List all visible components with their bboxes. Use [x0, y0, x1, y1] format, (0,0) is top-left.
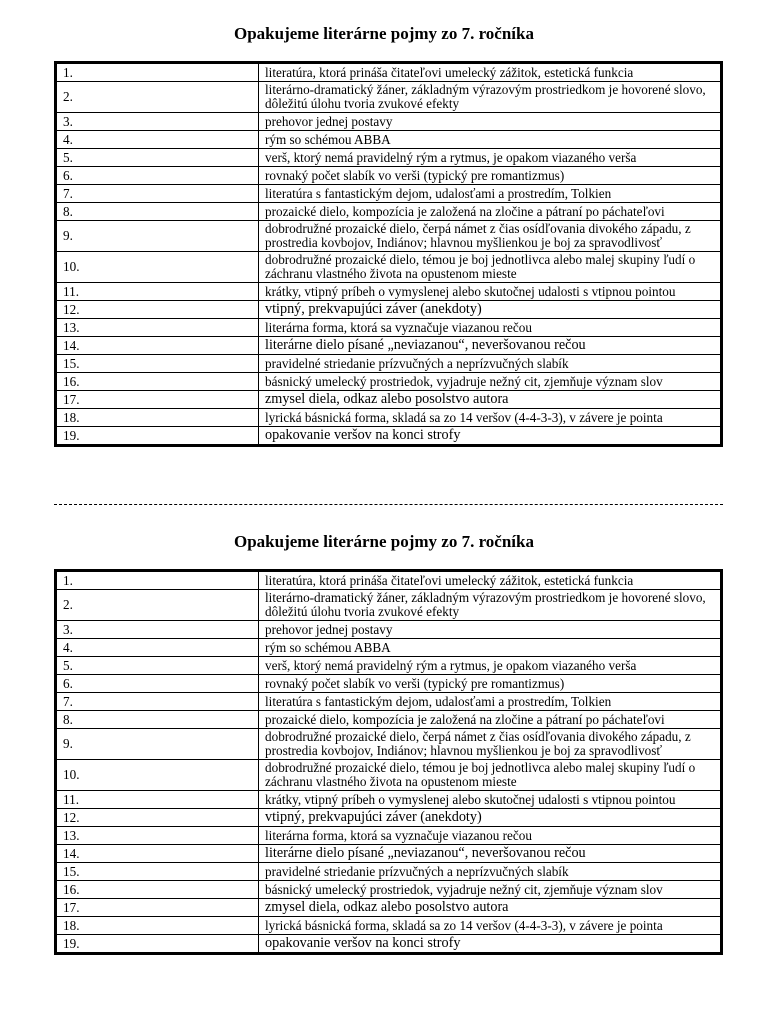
row-number: 1. [56, 63, 259, 82]
row-number: 13. [56, 319, 259, 337]
table-row [56, 221, 722, 252]
row-definition: pravidelné striedanie prízvučných a neprízvučných slabík [259, 863, 722, 881]
row-definition: literatúra s fantastickým dejom, udalosťami a prostredím, Tolkien [259, 185, 722, 203]
row-number: 16. [56, 881, 259, 899]
table-row [56, 409, 722, 427]
row-definition: literatúra s fantastickým dejom, udalosťami a prostredím, Tolkien [259, 693, 722, 711]
row-definition: krátky, vtipný príbeh o vymyslenej alebo skutočnej udalosti s vtipnou pointou [259, 791, 722, 809]
table-row [56, 82, 722, 113]
table-row [56, 729, 722, 760]
row-definition: rým so schémou ABBA [259, 131, 722, 149]
row-number: 8. [56, 203, 259, 221]
row-definition: básnický umelecký prostriedok, vyjadruje nežný cit, zjemňuje význam slov [259, 881, 722, 899]
row-definition: literárno-dramatický žáner, základným výrazovým prostriedkom je hovorené slovo, dôležitú úlohu tvoria zvukové efekty [259, 590, 722, 621]
table-row [56, 571, 722, 590]
row-definition: dobrodružné prozaické dielo, témou je boj jednotlivca alebo malej skupiny ľudí o záchranu vlastného života na opustenom mieste [259, 760, 722, 791]
row-number: 8. [56, 711, 259, 729]
row-definition: verš, ktorý nemá pravidelný rým a rytmus, je opakom viazaného verša [259, 657, 722, 675]
row-number: 10. [56, 760, 259, 791]
row-definition: literárno-dramatický žáner, základným výrazovým prostriedkom je hovorené slovo, dôležitú úlohu tvoria zvukové efekty [259, 82, 722, 113]
row-number: 18. [56, 409, 259, 427]
table-row [56, 760, 722, 791]
row-definition: dobrodružné prozaické dielo, čerpá námet z čias osídľovania divokého západu, z prostredia kovbojov, Indiánov; hlavnou myšlienkou je boj za spravodlivosť [259, 221, 722, 252]
table-row [56, 845, 722, 863]
row-number: 19. [56, 935, 259, 954]
table-row [56, 131, 722, 149]
row-definition: literárne dielo písané „neviazanou“, neveršovanou rečou [259, 337, 722, 355]
table-row [56, 693, 722, 711]
row-definition: literárna forma, ktorá sa vyznačuje viazanou rečou [259, 827, 722, 845]
table-row [56, 590, 722, 621]
row-definition: opakovanie veršov na konci strofy [259, 935, 722, 954]
table-row [56, 881, 722, 899]
table-row [56, 203, 722, 221]
table-row [56, 657, 722, 675]
table-row [56, 337, 722, 355]
row-definition: dobrodružné prozaické dielo, témou je boj jednotlivca alebo malej skupiny ľudí o záchranu vlastného života na opustenom mieste [259, 252, 722, 283]
row-definition: rým so schémou ABBA [259, 639, 722, 657]
row-definition: dobrodružné prozaické dielo, čerpá námet z čias osídľovania divokého západu, z prostredia kovbojov, Indiánov; hlavnou myšlienkou je boj za spravodlivosť [259, 729, 722, 760]
row-definition: lyrická básnická forma, skladá sa zo 14 veršov (4-4-3-3), v závere je pointa [259, 917, 722, 935]
row-number: 1. [56, 571, 259, 590]
row-number: 5. [56, 149, 259, 167]
row-number: 9. [56, 221, 259, 252]
row-number: 11. [56, 791, 259, 809]
row-definition: literatúra, ktorá prináša čitateľovi umelecký zážitok, estetická funkcia [259, 63, 722, 82]
row-definition: prozaické dielo, kompozícia je založená na zločine a pátraní po páchateľovi [259, 203, 722, 221]
row-number: 4. [56, 639, 259, 657]
row-number: 18. [56, 917, 259, 935]
table-row [56, 391, 722, 409]
row-number: 11. [56, 283, 259, 301]
terms-table [54, 61, 723, 447]
row-number: 19. [56, 427, 259, 446]
table-row [56, 167, 722, 185]
row-definition: prozaické dielo, kompozícia je založená na zločine a pátraní po páchateľovi [259, 711, 722, 729]
row-number: 17. [56, 391, 259, 409]
row-number: 9. [56, 729, 259, 760]
row-number: 10. [56, 252, 259, 283]
row-number: 12. [56, 301, 259, 319]
row-definition: zmysel diela, odkaz alebo posolstvo autora [259, 391, 722, 409]
table-row [56, 149, 722, 167]
table-row [56, 185, 722, 203]
row-number: 17. [56, 899, 259, 917]
table-row [56, 63, 722, 82]
row-definition: literatúra, ktorá prináša čitateľovi umelecký zážitok, estetická funkcia [259, 571, 722, 590]
cut-line-divider [54, 504, 723, 505]
table-row [56, 319, 722, 337]
row-definition: zmysel diela, odkaz alebo posolstvo autora [259, 899, 722, 917]
row-definition: verš, ktorý nemá pravidelný rým a rytmus, je opakom viazaného verša [259, 149, 722, 167]
row-number: 7. [56, 185, 259, 203]
table-row [56, 252, 722, 283]
row-number: 15. [56, 863, 259, 881]
table-row [56, 675, 722, 693]
row-number: 7. [56, 693, 259, 711]
row-definition: rovnaký počet slabík vo verši (typický pre romantizmus) [259, 675, 722, 693]
row-number: 4. [56, 131, 259, 149]
row-definition: prehovor jednej postavy [259, 621, 722, 639]
table-row [56, 113, 722, 131]
row-definition: opakovanie veršov na konci strofy [259, 427, 722, 446]
table-row [56, 283, 722, 301]
table-row [56, 863, 722, 881]
row-number: 6. [56, 167, 259, 185]
table-row [56, 621, 722, 639]
table-row [56, 899, 722, 917]
table-row [56, 301, 722, 319]
row-number: 2. [56, 590, 259, 621]
table-row [56, 711, 722, 729]
table-row [56, 791, 722, 809]
table-row [56, 935, 722, 954]
table-row [56, 809, 722, 827]
row-number: 14. [56, 337, 259, 355]
row-definition: krátky, vtipný príbeh o vymyslenej alebo skutočnej udalosti s vtipnou pointou [259, 283, 722, 301]
row-number: 3. [56, 621, 259, 639]
row-number: 15. [56, 355, 259, 373]
terms-table [54, 569, 723, 955]
row-definition: básnický umelecký prostriedok, vyjadruje nežný cit, zjemňuje význam slov [259, 373, 722, 391]
row-definition: literárne dielo písané „neviazanou“, neveršovanou rečou [259, 845, 722, 863]
row-definition: prehovor jednej postavy [259, 113, 722, 131]
table-row [56, 917, 722, 935]
row-definition: pravidelné striedanie prízvučných a neprízvučných slabík [259, 355, 722, 373]
table-row [56, 827, 722, 845]
row-definition: vtipný, prekvapujúci záver (anekdoty) [259, 301, 722, 319]
page-title: Opakujeme literárne pojmy zo 7. ročníka [234, 532, 534, 551]
table-row [56, 639, 722, 657]
row-definition: literárna forma, ktorá sa vyznačuje viazanou rečou [259, 319, 722, 337]
row-definition: rovnaký počet slabík vo verši (typický pre romantizmus) [259, 167, 722, 185]
row-number: 14. [56, 845, 259, 863]
row-number: 16. [56, 373, 259, 391]
row-number: 2. [56, 82, 259, 113]
table-row [56, 373, 722, 391]
table-row [56, 427, 722, 446]
row-number: 5. [56, 657, 259, 675]
row-number: 3. [56, 113, 259, 131]
row-number: 13. [56, 827, 259, 845]
row-number: 12. [56, 809, 259, 827]
row-definition: vtipný, prekvapujúci záver (anekdoty) [259, 809, 722, 827]
row-number: 6. [56, 675, 259, 693]
page-title: Opakujeme literárne pojmy zo 7. ročníka [234, 24, 534, 43]
row-definition: lyrická básnická forma, skladá sa zo 14 veršov (4-4-3-3), v závere je pointa [259, 409, 722, 427]
table-row [56, 355, 722, 373]
